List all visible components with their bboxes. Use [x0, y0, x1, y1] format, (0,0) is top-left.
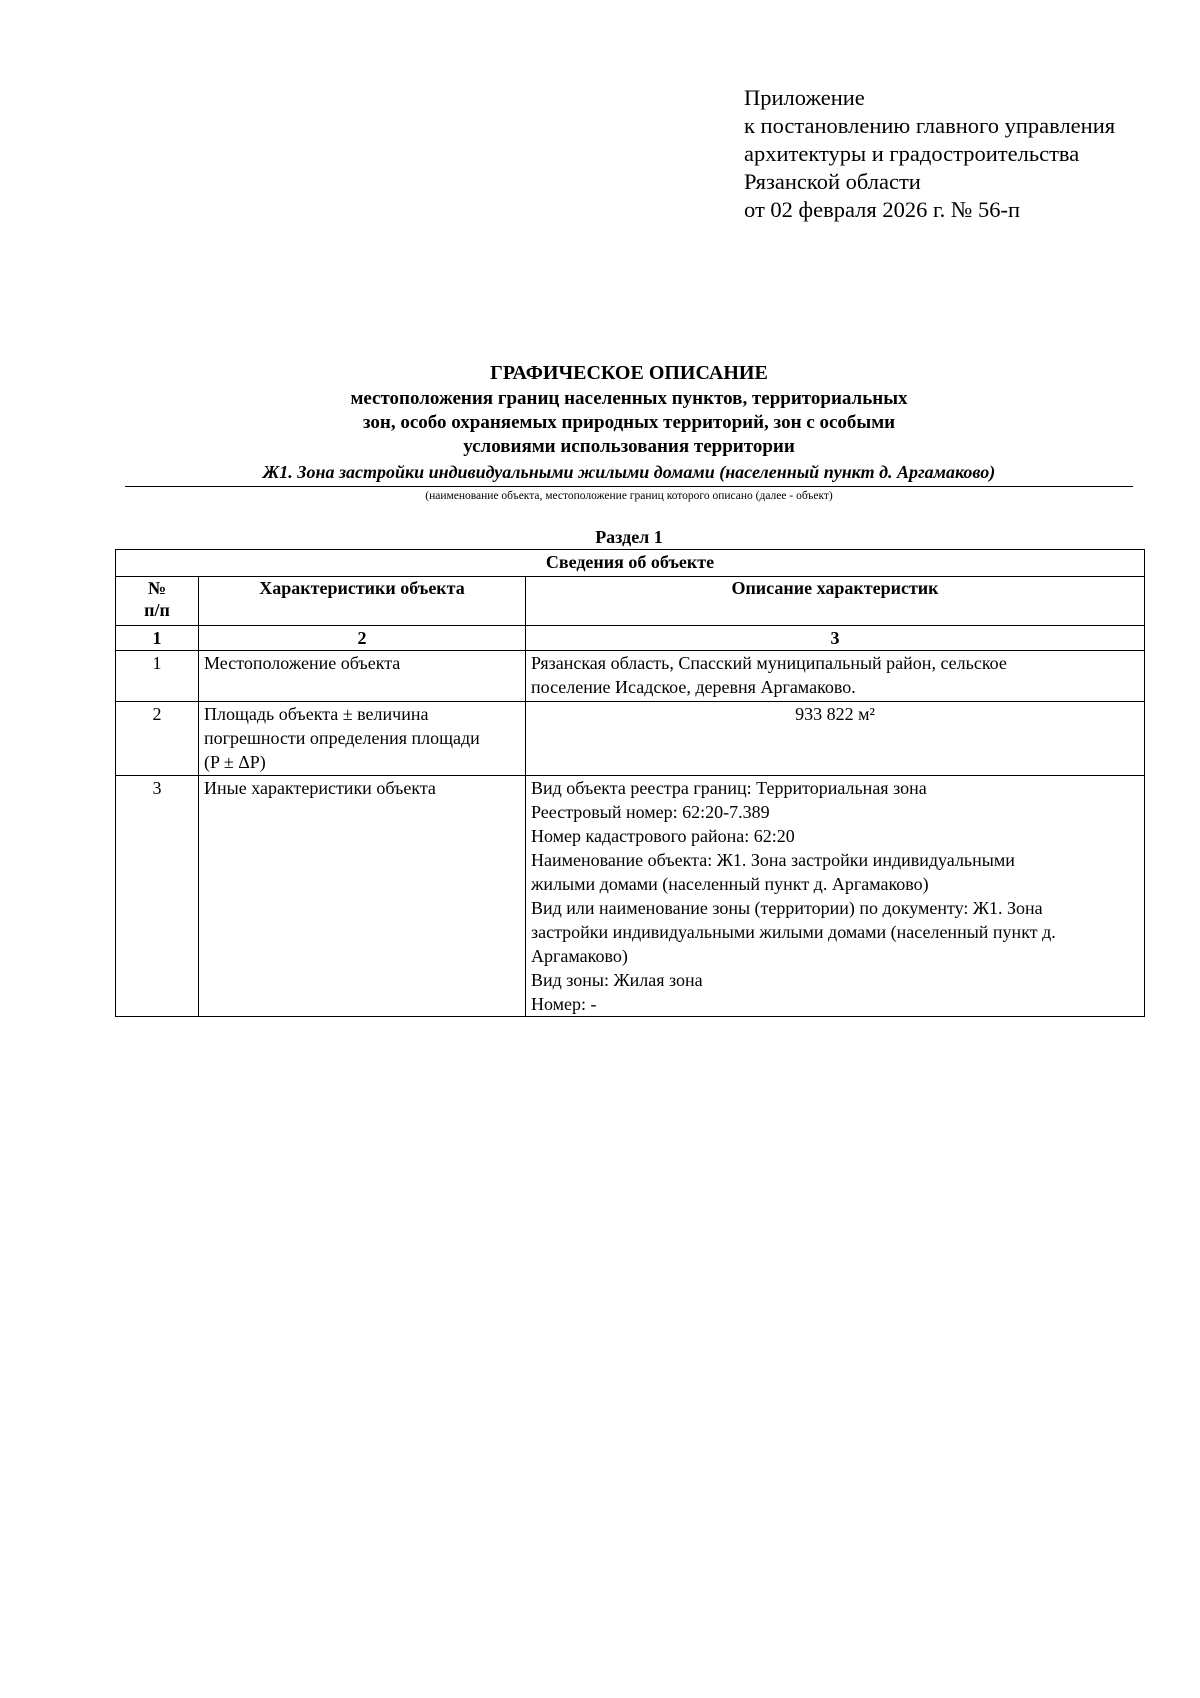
table-header-row	[116, 577, 1145, 626]
description-line: Наименование объекта: Ж1. Зона застройки индивидуальными	[531, 850, 1015, 870]
row-characteristic	[199, 702, 526, 776]
subtitle-line: местоположения границ населенных пунктов, территориальных	[350, 388, 908, 409]
appendix-line: Рязанской области	[744, 169, 921, 194]
description-line: поселение Исадское, деревня Аргамаково.	[531, 677, 856, 697]
object-name: Ж1. Зона застройки индивидуальными жилыми домами (населенный пункт д. Аргамаково)	[125, 461, 1133, 487]
document-subtitle	[125, 387, 1133, 459]
header-num-line: п/п	[144, 600, 170, 620]
appendix-line: от 02 февраля 2026 г. № 56-п	[744, 197, 1021, 222]
description-line: Вид или наименование зоны (территории) по документу: Ж1. Зона	[531, 898, 1043, 918]
row-number: 2	[116, 702, 199, 776]
row-number: 3	[116, 776, 199, 1017]
description-line: Реестровый номер: 62:20-7.389	[531, 802, 770, 822]
description-line: Вид зоны: Жилая зона	[531, 970, 703, 990]
row-description	[526, 651, 1145, 702]
description-line: Номер: -	[531, 994, 597, 1014]
appendix-line: архитектуры и градостроительства	[744, 141, 1080, 166]
description-line: Номер кадастрового района: 62:20	[531, 826, 795, 846]
characteristic-line: Площадь объекта ± величина	[204, 704, 429, 724]
row-characteristic	[199, 651, 526, 702]
description-line: застройки индивидуальными жилыми домами (населенный пункт д.	[531, 922, 1056, 942]
object-name-caption: (наименование объекта, местоположение границ которого описано (далее - объект)	[425, 490, 833, 502]
title-block	[125, 360, 1133, 504]
document-title: ГРАФИЧЕСКОЕ ОПИСАНИЕ	[490, 362, 768, 384]
header-num	[116, 577, 199, 626]
column-number: 2	[199, 626, 526, 651]
table-caption-row	[116, 550, 1145, 577]
appendix-header	[744, 84, 1115, 224]
table-caption: Сведения об объекте	[116, 550, 1145, 577]
description-line: жилыми домами (населенный пункт д. Аргамаково)	[531, 874, 929, 894]
appendix-line: к постановлению главного управления	[744, 113, 1116, 138]
column-number: 1	[116, 626, 199, 651]
section-label: Раздел 1	[595, 527, 663, 547]
characteristic-line: Местоположение объекта	[204, 653, 401, 673]
area-value: 933 822 м²	[526, 702, 1145, 776]
row-number: 1	[116, 651, 199, 702]
subtitle-line: зон, особо охраняемых природных территорий, зон с особыми	[362, 412, 896, 433]
appendix-line: Приложение	[744, 85, 865, 110]
object-info-table	[115, 549, 1145, 1017]
characteristic-line: (P ± ΔP)	[204, 752, 266, 772]
row-description	[526, 776, 1145, 1017]
subtitle-line: условиями использования территории	[463, 436, 795, 457]
column-number-row	[116, 626, 1145, 651]
description-line: Рязанская область, Спасский муниципальный район, сельское	[531, 653, 1007, 673]
table-row	[116, 776, 1145, 1017]
header-characteristic: Характеристики объекта	[199, 577, 526, 626]
characteristic-line: погрешности определения площади	[204, 728, 480, 748]
header-description: Описание характеристик	[526, 577, 1145, 626]
table-row	[116, 702, 1145, 776]
row-characteristic	[199, 776, 526, 1017]
description-line: Аргамаково)	[531, 946, 628, 966]
characteristic-line: Иные характеристики объекта	[204, 778, 436, 798]
table-row	[116, 651, 1145, 702]
header-num-line: №	[147, 578, 167, 598]
column-number: 3	[526, 626, 1145, 651]
description-line: Вид объекта реестра границ: Территориальная зона	[531, 778, 927, 798]
